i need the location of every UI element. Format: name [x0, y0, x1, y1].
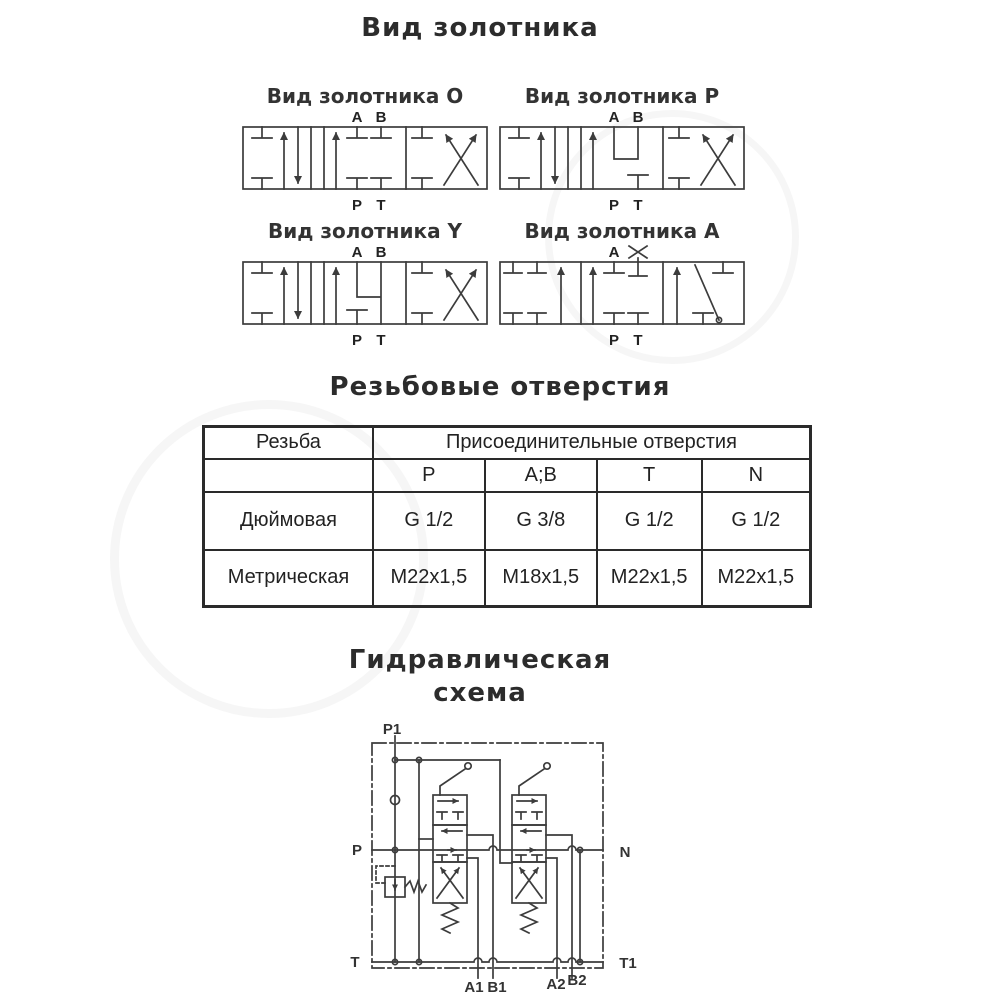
- table-subheader-p: P: [373, 459, 485, 492]
- table-cell: M22x1,5: [702, 550, 811, 607]
- b1-drop-line: [467, 835, 493, 978]
- scheme-label-t: T: [350, 954, 360, 971]
- center-position-section: [593, 262, 648, 324]
- valve-o-diagram: [240, 107, 490, 219]
- port-label-p: P: [608, 332, 620, 349]
- row-label: Метрическая: [204, 550, 373, 607]
- scheme-label-t1: T1: [619, 955, 637, 972]
- table-header-row: [204, 427, 811, 459]
- lever-knob: [465, 763, 471, 769]
- port-label-a: A: [608, 244, 620, 261]
- row-label: Дюймовая: [204, 492, 373, 550]
- scheme-section-title-line2: схема: [433, 678, 527, 708]
- valve-p-diagram: [497, 107, 747, 219]
- table-cell: G 3/8: [485, 492, 597, 550]
- scheme-label-p: P: [351, 842, 363, 859]
- port-label-b: B: [632, 109, 644, 126]
- threaded-holes-table: [202, 425, 812, 608]
- valve-body-frame: [243, 127, 487, 189]
- a1-drop-line: [467, 858, 478, 978]
- left-position-section: [504, 262, 561, 324]
- port-label-b: B: [375, 109, 387, 126]
- port-label-t: T: [376, 197, 386, 214]
- left-position-section: [252, 127, 311, 189]
- scheme-section-title-line1: Гидравлическая: [348, 645, 612, 675]
- port-label-b: B: [375, 244, 387, 261]
- valve-a-title: Вид золотника A: [524, 219, 720, 243]
- port-label-a: A: [351, 109, 363, 126]
- table-row: [204, 492, 811, 550]
- table-cell: M22x1,5: [373, 550, 485, 607]
- port-label-p: P: [351, 197, 363, 214]
- valve-y-title: Вид золотника Y: [267, 219, 463, 243]
- valve-o-title: Вид золотника O: [266, 84, 464, 108]
- t-t1-line: [372, 958, 603, 962]
- lever-handle: [440, 769, 465, 795]
- port-label-t: T: [633, 332, 643, 349]
- enclosure-border: [372, 743, 603, 968]
- scheme-label-n: N: [619, 844, 631, 861]
- valve-stack: [512, 763, 550, 933]
- port-label-t: T: [376, 332, 386, 349]
- right-position-section: [412, 127, 478, 189]
- plugged-port-x-icon: [629, 246, 647, 262]
- table-header-thread: Резьба: [204, 427, 373, 459]
- center-position-section: [336, 127, 391, 189]
- relief-spring: [405, 881, 426, 892]
- center-position-section: [336, 262, 381, 324]
- valve-p-title: Вид золотника P: [524, 84, 720, 108]
- table-subheader-ab: A;B: [485, 459, 597, 492]
- scheme-label-b2: B2: [567, 972, 587, 989]
- table-subheader-t: T: [597, 459, 702, 492]
- port-label-a: A: [351, 244, 363, 261]
- port-label-p: P: [351, 332, 363, 349]
- page-title: Вид золотника: [361, 13, 599, 43]
- table-cell: G 1/2: [597, 492, 702, 550]
- table-cell: M22x1,5: [597, 550, 702, 607]
- table-cell: G 1/2: [373, 492, 485, 550]
- a2-drop-line: [546, 858, 557, 978]
- valve-stack: [433, 763, 471, 933]
- table-subheader-row: [204, 459, 811, 492]
- threads-section-title: Резьбовые отверстия: [329, 372, 671, 402]
- b2-drop-line: [546, 835, 572, 978]
- table-row: [204, 550, 811, 607]
- valve-y-diagram: [240, 242, 490, 354]
- scheme-label-p1: P1: [382, 721, 402, 738]
- hydraulic-scheme: [340, 700, 680, 1000]
- center-position-section: [593, 127, 648, 189]
- table-cell-empty: [204, 459, 373, 492]
- table-header-ports: Присоединительные отверстия: [373, 427, 811, 459]
- right-position-section: [677, 262, 733, 324]
- p-n-line: [372, 846, 603, 850]
- scheme-label-a1: A1: [464, 979, 484, 996]
- scheme-label-b1: B1: [487, 979, 507, 996]
- valve-a-diagram: [497, 242, 747, 354]
- port-label-t: T: [633, 197, 643, 214]
- table-cell: G 1/2: [702, 492, 811, 550]
- return-spring: [442, 903, 458, 933]
- table-cell: M18x1,5: [485, 550, 597, 607]
- table-subheader-n: N: [702, 459, 811, 492]
- port-label-a: A: [608, 109, 620, 126]
- port-label-p: P: [608, 197, 620, 214]
- scheme-label-a2: A2: [546, 976, 566, 993]
